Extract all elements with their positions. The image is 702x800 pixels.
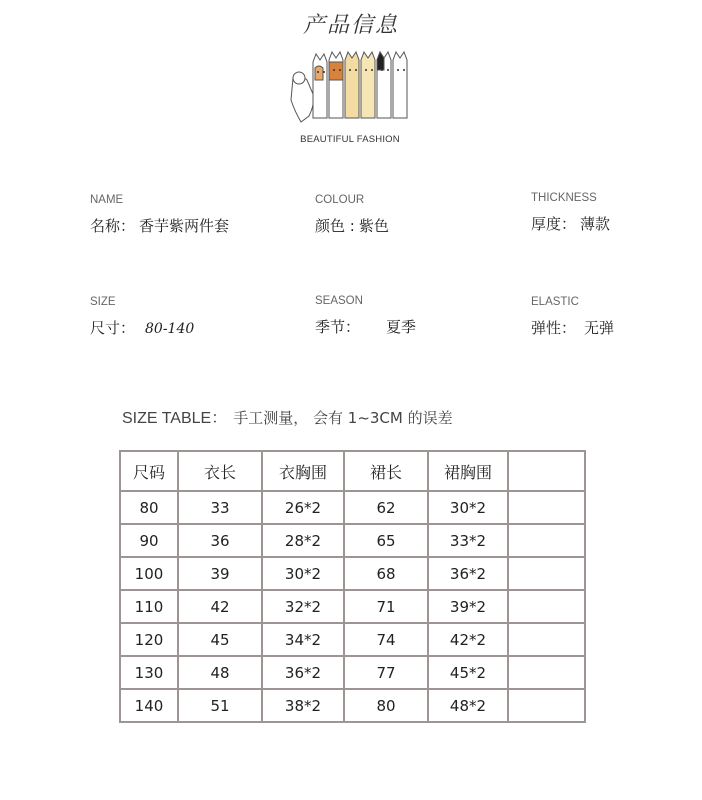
column-header: 衣长 [178, 451, 262, 491]
table-row [120, 590, 585, 623]
size-table-title: SIZE TABLE： [122, 410, 228, 427]
table-cell: 130 [120, 656, 178, 689]
attribute-value: 紫色 [358, 217, 389, 235]
table-cell: 110 [120, 590, 178, 623]
table-cell: 32*2 [262, 590, 344, 623]
attribute-name [90, 194, 229, 236]
attribute-value: 薄款 [580, 215, 611, 233]
table-cell: 33*2 [428, 524, 508, 557]
table-header-row [120, 451, 585, 491]
attribute-value: 夏季 [386, 318, 417, 336]
table-cell: 33 [178, 491, 262, 524]
table-cell: 65 [344, 524, 428, 557]
table-cell: 45 [178, 623, 262, 656]
table-cell: 71 [344, 590, 428, 623]
attribute-en-label: NAME [90, 194, 124, 206]
attribute-cn-label: 尺寸： [90, 319, 136, 337]
table-cell: 30*2 [262, 557, 344, 590]
table-cell: 45*2 [428, 656, 508, 689]
table-cell: 42 [178, 590, 262, 623]
table-cell: 36 [178, 524, 262, 557]
attribute-cn-label: 颜色 : [315, 217, 355, 235]
table-cell: 30*2 [428, 491, 508, 524]
table-row [120, 557, 585, 590]
attribute-value: 无弹 [584, 319, 615, 337]
table-cell: 80 [344, 689, 428, 722]
table-cell: 140 [120, 689, 178, 722]
column-header: 衣胸围 [262, 451, 344, 491]
table-cell: 68 [344, 557, 428, 590]
table-cell: 26*2 [262, 491, 344, 524]
table-cell: 48 [178, 656, 262, 689]
table-cell: 39 [178, 557, 262, 590]
attribute-elastic [531, 296, 614, 338]
attribute-en-label: SIZE [90, 296, 116, 308]
table-cell: 120 [120, 623, 178, 656]
logo-text: BEAUTIFUL FASHION [300, 134, 400, 145]
attribute-season [315, 295, 416, 337]
attribute-cn-label: 名称： [90, 217, 136, 235]
table-cell: 90 [120, 524, 178, 557]
attribute-thickness [531, 192, 610, 234]
table-cell: 28*2 [262, 524, 344, 557]
table-cell: 39*2 [428, 590, 508, 623]
size-table-note: 手工测量， 会有 1~3CM 的误差 [233, 409, 453, 427]
attribute-cn-label: 厚度： [531, 215, 577, 233]
table-cell: 77 [344, 656, 428, 689]
attribute-en-label: COLOUR [315, 194, 365, 206]
attribute-cn-label: 弹性： [531, 319, 577, 337]
column-header: 尺码 [120, 451, 178, 491]
table-cell: 38*2 [262, 689, 344, 722]
table-cell: 36*2 [428, 557, 508, 590]
attribute-size [90, 296, 194, 338]
table-cell [508, 491, 585, 524]
table-row [120, 524, 585, 557]
table-row [120, 656, 585, 689]
table-row [120, 623, 585, 656]
table-cell: 74 [344, 623, 428, 656]
brand-logo [285, 48, 415, 148]
table-row [120, 491, 585, 524]
attribute-value: 香芋紫两件套 [139, 217, 230, 235]
attribute-cn-label: 季节： [315, 318, 361, 336]
table-cell: 42*2 [428, 623, 508, 656]
cats-illustration-icon [285, 48, 415, 132]
table-row [120, 689, 585, 722]
table-cell [508, 557, 585, 590]
attribute-en-label: SEASON [315, 295, 363, 307]
attribute-en-label: THICKNESS [531, 192, 597, 204]
page-title: 产品信息 [302, 13, 399, 38]
attribute-en-label: ELASTIC [531, 296, 579, 308]
size-table [119, 450, 586, 723]
table-cell: 34*2 [262, 623, 344, 656]
table-cell [508, 623, 585, 656]
table-cell [508, 590, 585, 623]
column-header [508, 451, 585, 491]
column-header: 裙长 [344, 451, 428, 491]
table-cell: 51 [178, 689, 262, 722]
attribute-value: 80-140 [145, 321, 195, 337]
table-cell: 80 [120, 491, 178, 524]
table-cell [508, 656, 585, 689]
table-cell: 100 [120, 557, 178, 590]
table-cell: 62 [344, 491, 428, 524]
table-cell [508, 689, 585, 722]
size-table-heading [122, 405, 453, 428]
table-cell: 48*2 [428, 689, 508, 722]
table-cell: 36*2 [262, 656, 344, 689]
table-cell [508, 524, 585, 557]
attribute-colour [315, 194, 389, 236]
column-header: 裙胸围 [428, 451, 508, 491]
